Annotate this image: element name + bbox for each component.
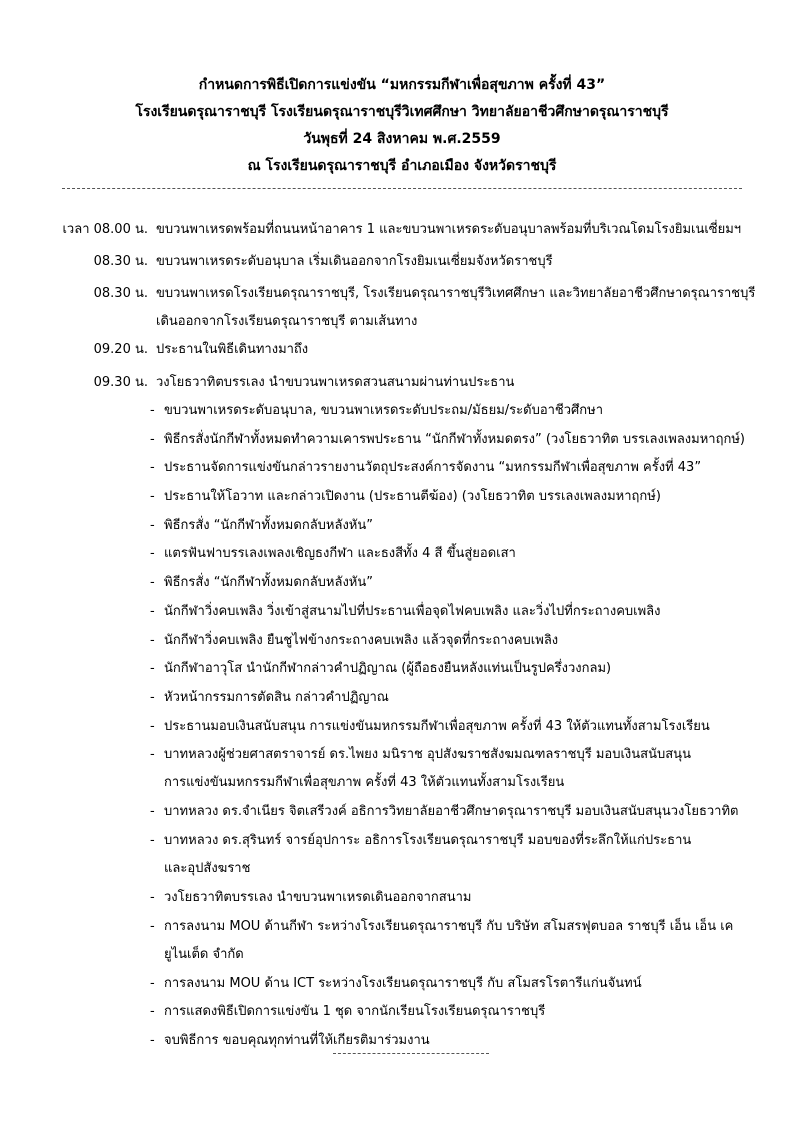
sub-item-line: ประธานให้โอวาท และกล่าวเปิดงาน (ประธานตีฆ้อง) (วงโยธวาทิต บรรเลงเพลงมหาฤกษ์) — [164, 489, 661, 505]
sub-item-line: นักกีฬาวิ่งคบเพลิง ยืนชูไฟข้างกระถางคบเพลิง แล้วจุดที่กระถางคบเพลิง — [164, 632, 559, 648]
sub-item-line: และอุปสังฆราช — [164, 860, 251, 876]
sub-item-line: พิธีกรสั่งนักกีฬาทั้งหมดทำความเคารพประธาน “นักกีฬาทั้งหมดตรง” (วงโยธวาทิต บรรเลงเพลงมหาฤกษ์) — [164, 431, 745, 447]
bullet-dash: - — [150, 747, 155, 763]
sub-item — [0, 1027, 804, 1056]
schedule-desc: วงโยธวาทิตบรรเลง นำขบวนพาเหรดสวนสนามผ่านท่านประธาน — [156, 375, 515, 390]
sub-item-line: ประธานจัดการแข่งขันกล่าวรายงานวัตถุประสงค์การจัดงาน “มหกรรมกีฬาเพื่อสุขภาพ ครั้งที่ 43” — [164, 460, 702, 476]
bullet-dash: - — [150, 975, 155, 991]
sub-item — [0, 713, 804, 742]
sub-item-text — [164, 884, 471, 912]
sub-item-text — [164, 598, 660, 626]
bullet-dash: - — [150, 403, 155, 418]
bullet-dash: - — [150, 460, 155, 476]
document-header — [0, 72, 804, 180]
bullet-dash: - — [150, 546, 155, 562]
sub-item — [0, 970, 804, 999]
bullet-dash: - — [150, 575, 155, 591]
sub-item-text — [164, 512, 373, 540]
sub-item-line: นักกีฬาวิ่งคบเพลิง วิ่งเข้าสู่สนามไปที่ประธานเพื่อจุดไฟคบเพลิง และวิ่งไปที่กระถางคบเพลิง — [164, 603, 661, 619]
sub-item-text — [164, 454, 701, 482]
sub-item-line: การแสดงพิธีเปิดการแข่งขัน 1 ชุด จากนักเรียนโรงเรียนดรุณาราชบุรี — [164, 1004, 546, 1020]
bullet-dash: - — [150, 632, 155, 648]
schedule-row — [0, 369, 804, 397]
bullet-dash: - — [150, 918, 155, 934]
schedule-list — [0, 216, 804, 1056]
bullet-dash: - — [150, 1004, 155, 1020]
bullet-dash: - — [150, 1033, 155, 1048]
schedule-desc: ขบวนพาเหรดพร้อมที่ถนนหน้าอาคาร 1 และขบวนพาเหรดระดับอนุบาลพร้อมที่บริเวณโดมโรงยิมเนเซี่ยมฯ — [156, 222, 742, 237]
sub-item-text — [164, 569, 373, 597]
schedule-row — [0, 216, 804, 248]
bullet-dash: - — [150, 889, 155, 905]
sub-item-line: การแข่งขันมหกรรมกีฬาเพื่อสุขภาพ ครั้งที่ 43 ให้ตัวแทนทั้งสามโรงเรียน — [164, 775, 565, 791]
bullet-dash: - — [150, 661, 155, 677]
sub-item — [0, 598, 804, 627]
sub-item — [0, 998, 804, 1027]
sub-item — [0, 655, 804, 684]
sub-item — [0, 741, 804, 798]
sub-item — [0, 684, 804, 713]
bullet-dash: - — [150, 832, 155, 848]
sub-item-text — [164, 1027, 430, 1055]
schedule-desc: ประธานในพิธีเดินทางมาถึง — [156, 342, 309, 357]
sub-item-text — [164, 655, 611, 683]
sub-item — [0, 827, 804, 884]
sub-item-text — [164, 913, 733, 969]
sub-item-text — [164, 684, 389, 712]
sub-item-text — [164, 741, 691, 797]
sub-item — [0, 540, 804, 569]
sub-item-text — [164, 627, 558, 655]
sub-item — [0, 512, 804, 541]
sub-item-line: การลงนาม MOU ด้านกีฬา ระหว่างโรงเรียนดรุณาราชบุรี กับ บริษัท สโมสรฟุตบอล ราชบุรี เอ็น เอ็น เค — [164, 918, 734, 934]
sub-item — [0, 569, 804, 598]
sub-item-line: ประธานมอบเงินสนับสนุน การแข่งขันมหกรรมกีฬาเพื่อสุขภาพ ครั้งที่ 43 ให้ตัวแทนทั้งสามโรงเรียน — [164, 718, 710, 734]
schedule-time: 09.30 น. — [93, 375, 148, 390]
sub-item-text — [164, 426, 745, 454]
sub-item — [0, 913, 804, 970]
schedule-row — [0, 336, 804, 369]
sub-item-line: พิธีกรสั่ง “นักกีฬาทั้งหมดกลับหลังหัน” — [164, 517, 373, 533]
sub-item-line: พิธีกรสั่ง “นักกีฬาทั้งหมดกลับหลังหัน” — [164, 575, 373, 591]
sub-item-text — [164, 998, 545, 1026]
bullet-dash: - — [150, 517, 155, 533]
schools-line: โรงเรียนดรุณาราชบุรี โรงเรียนดรุณาราชบุรีวิเทศศึกษา วิทยาลัยอาชีวศึกษาดรุณาราชบุรี — [135, 104, 669, 120]
bullet-dash: - — [150, 603, 155, 619]
sub-item-line: การลงนาม MOU ด้าน ICT ระหว่างโรงเรียนดรุณาราชบุรี กับ สโมสรโรตารีแก่นจันทน์ — [164, 975, 642, 991]
bullet-dash: - — [150, 431, 155, 447]
schedule-row — [0, 280, 804, 336]
sub-item-text — [164, 483, 661, 511]
sub-item — [0, 454, 804, 483]
sub-item-line: ขบวนพาเหรดระดับอนุบาล, ขบวนพาเหรดระดับประถม/มัธยม/ระดับอาชีวศึกษา — [164, 403, 604, 418]
schedule-desc-line: ขบวนพาเหรดโรงเรียนดรุณาราชบุรี, โรงเรียนดรุณาราชบุรีวิเทศศึกษา และวิทยาลัยอาชีวศึกษาดรุณาราชบุรี — [156, 286, 756, 301]
bullet-dash: - — [150, 804, 155, 820]
sub-item-text — [164, 827, 691, 883]
sub-item-line: บาทหลวง ดร.จำเนียร จิตเสรีวงค์ อธิการวิทยาลัยอาชีวศึกษาดรุณาราชบุรี มอบเงินสนับสนุนวงโยธวาทิต — [164, 804, 739, 820]
schedule-desc — [156, 280, 755, 336]
schedule-time: 08.30 น. — [93, 286, 148, 301]
venue-line: ณ โรงเรียนดรุณาราชบุรี อำเภอเมือง จังหวัดราชบุรี — [247, 158, 557, 174]
sub-item — [0, 426, 804, 455]
header-divider — [62, 188, 742, 189]
schedule-time: เวลา 08.00 น. — [62, 222, 148, 237]
date-line: วันพุธที่ 24 สิงหาคม พ.ศ.2559 — [303, 131, 501, 147]
schedule-desc-line: เดินออกจากโรงเรียนดรุณาราชบุรี ตามเส้นทาง — [156, 314, 418, 329]
sub-item-list — [0, 397, 804, 1056]
sub-item — [0, 397, 804, 426]
bullet-dash: - — [150, 489, 155, 505]
sub-item — [0, 798, 804, 827]
schedule-time: 09.20 น. — [93, 342, 148, 357]
sub-item-text — [164, 713, 710, 741]
schedule-desc: ขบวนพาเหรดระดับอนุบาล เริ่มเดินออกจากโรงยิมเนเซี่ยมจังหวัดราชบุรี — [156, 254, 553, 269]
sub-item — [0, 627, 804, 656]
sub-item-text — [164, 540, 516, 568]
sub-item-line: บาทหลวง ดร.สุรินทร์ จารย์อุปการะ อธิการโรงเรียนดรุณาราชบุรี มอบของที่ระลึกให้แก่ประธาน — [164, 832, 692, 848]
schedule-row — [0, 248, 804, 280]
bullet-dash: - — [150, 718, 155, 734]
title-line: กำหนดการพิธีเปิดการแข่งขัน “มหกรรมกีฬาเพื่อสุขภาพ ครั้งที่ 43” — [198, 77, 606, 93]
sub-item — [0, 884, 804, 913]
sub-item-text — [164, 397, 603, 425]
schedule-time: 08.30 น. — [93, 254, 148, 269]
sub-item-line: จบพิธีการ ขอบคุณทุกท่านที่ให้เกียรติมาร่วมงาน — [164, 1033, 430, 1048]
sub-item-text — [164, 970, 642, 998]
sub-item-line: บาทหลวงผู้ช่วยศาสตราจารย์ ดร.ไพยง มนิราช อุปสังฆราชสังฆมณฑลราชบุรี มอบเงินสนับสนุน — [164, 747, 691, 763]
bullet-dash: - — [150, 689, 155, 705]
sub-item-line: ยูไนเต็ด จำกัด — [164, 946, 244, 962]
sub-item-line: นักกีฬาอาวุโส นำนักกีฬากล่าวคำปฏิญาณ (ผู้ถือธงยืนหลังแท่นเป็นรูปครึ่งวงกลม) — [164, 661, 612, 677]
sub-item-line: หัวหน้ากรรมการตัดสิน กล่าวคำปฏิญาณ — [164, 689, 389, 705]
sub-item — [0, 483, 804, 512]
end-divider — [333, 1053, 489, 1054]
sub-item-line: แตรฟันฟาบรรเลงเพลงเชิญธงกีฬา และธงสีทั้ง 4 สี ขึ้นสู่ยอดเสา — [164, 546, 516, 562]
sub-item-line: วงโยธวาทิตบรรเลง นำขบวนพาเหรดเดินออกจากสนาม — [164, 889, 472, 905]
sub-item-text — [164, 798, 739, 826]
